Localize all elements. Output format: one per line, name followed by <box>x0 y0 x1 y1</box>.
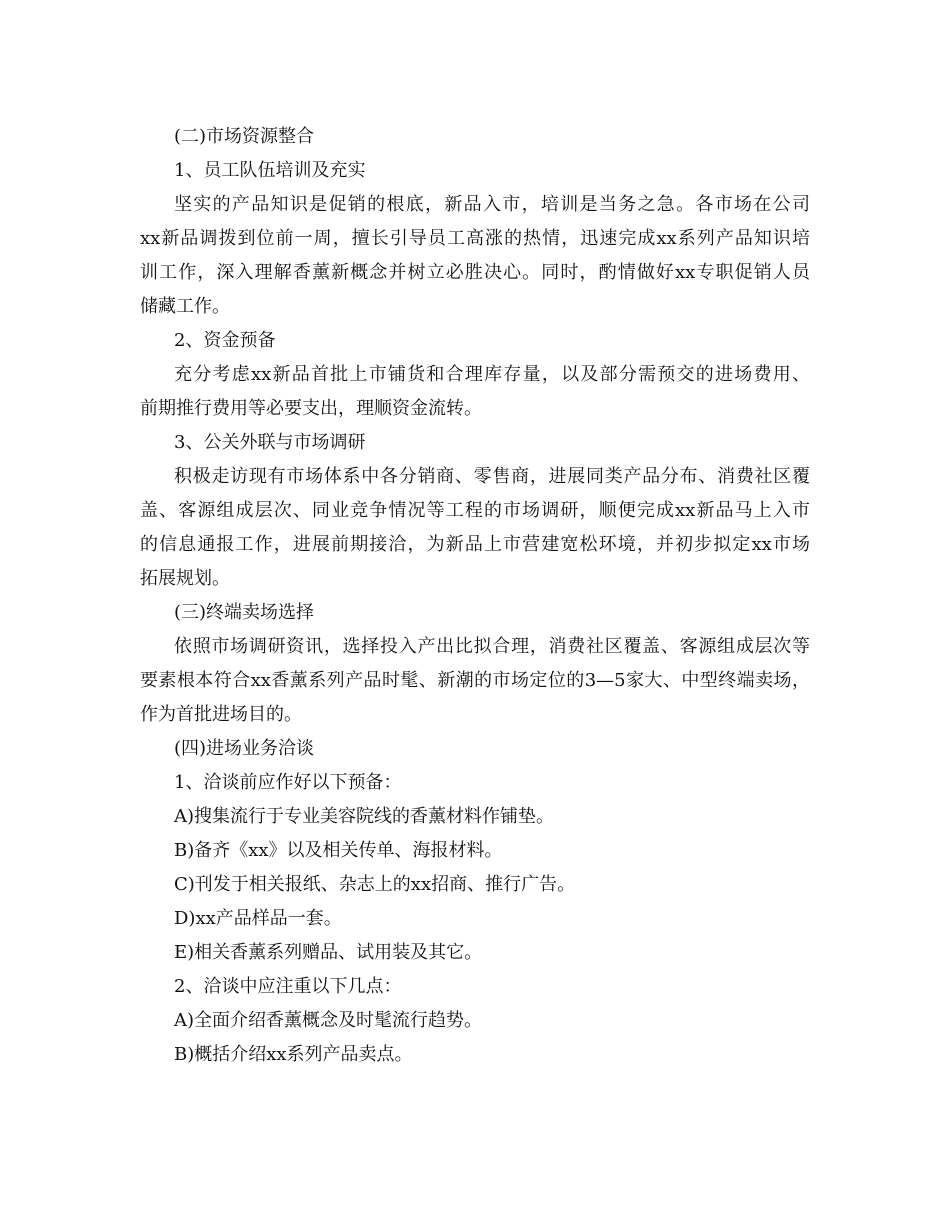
paragraph-line: 坚实的产品知识是促销的根底，新品入市，培训是当务之急。各市场在公司 <box>174 194 810 215</box>
paragraph-line: 要素根本符合xx香薰系列产品时髦、新潮的市场定位的3—5家大、中型终端卖场， <box>140 670 810 691</box>
paragraph-line: 的信息通报工作，进展前期接洽，为新品上市营建宽松环境，并初步拟定xx市场 <box>140 534 810 555</box>
list-item: B)概括介绍xx系列产品卖点。 <box>174 1044 413 1065</box>
list-item: A)全面介绍香薰概念及时髦流行趋势。 <box>174 1010 483 1031</box>
subheading-funds: 2、资金预备 <box>174 330 276 351</box>
document-body <box>140 120 810 1072</box>
paragraph-line: 积极走访现有市场体系中各分销商、零售商，进展同类产品分布、消费社区覆 <box>174 466 810 487</box>
paragraph-line: 储藏工作。 <box>140 296 230 317</box>
paragraph-line: 训工作，深入理解香薰新概念并树立必胜决心。同时，酌情做好xx专职促销人员 <box>140 262 810 283</box>
list-item: C)刊发于相关报纸、杂志上的xx招商、推行广告。 <box>174 874 576 895</box>
paragraph-line: 盖、客源组成层次、同业竞争情况等工程的市场调研，顺便完成xx新品马上入市 <box>140 500 810 521</box>
paragraph-line: 充分考虑xx新品首批上市铺货和合理库存量，以及部分需预交的进场费用、 <box>174 364 810 385</box>
paragraph-line: 拓展规划。 <box>140 568 230 589</box>
list-item: E)相关香薰系列赠品、试用装及其它。 <box>174 942 483 963</box>
paragraph-line: 依照市场调研资讯，选择投入产出比拟合理，消费社区覆盖、客源组成层次等 <box>174 636 810 657</box>
section-heading-negotiation: (四)进场业务洽谈 <box>174 738 315 759</box>
subheading-public-relations: 3、公关外联与市场调研 <box>174 432 366 453</box>
list-item: D)xx产品样品一套。 <box>174 908 342 929</box>
subheading-staff-training: 1、员工队伍培训及充实 <box>174 160 366 181</box>
paragraph-line: 作为首批进场目的。 <box>140 704 302 725</box>
section-heading-market-resources: (二)市场资源整合 <box>174 126 315 147</box>
paragraph-line: xx新品调拨到位前一周，擅长引导员工高涨的热情，迅速完成xx系列产品知识培 <box>140 228 810 249</box>
section-heading-terminal-store: (三)终端卖场选择 <box>174 602 315 623</box>
subheading-negotiation-points: 2、洽谈中应注重以下几点： <box>174 976 402 997</box>
paragraph-line: 前期推行费用等必要支出，理顺资金流转。 <box>140 398 482 419</box>
list-item: B)备齐《xx》以及相关传单、海报材料。 <box>174 840 503 861</box>
list-item: A)搜集流行于专业美容院线的香薰材料作铺垫。 <box>174 806 555 827</box>
subheading-preparation: 1、洽谈前应作好以下预备： <box>174 772 402 793</box>
